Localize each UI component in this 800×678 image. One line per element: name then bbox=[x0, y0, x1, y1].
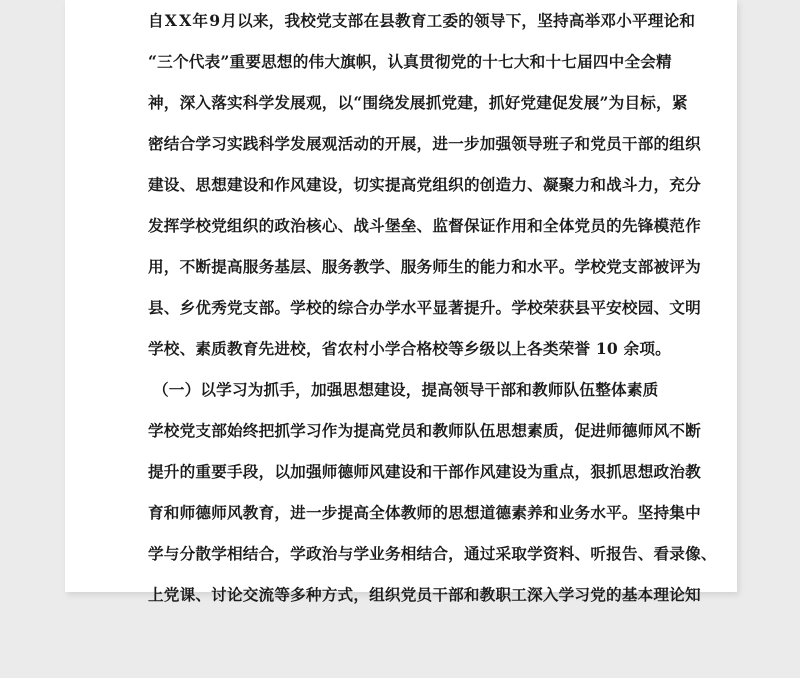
section-heading-line: （一）以学习为抓手，加强思想建设，提高领导干部和教师队伍整体素质 bbox=[153, 380, 659, 399]
body-text-line: 发 挥 学 校 党 组 织 的 政 治 核 心 、 战 斗 堡 垒 、 监 督 保 证 作 用 和 全 体 党 员 的 先 锋 模 范 作 bbox=[148, 216, 701, 235]
body-text-line: 学 校 党 支 部 始 终 把 抓 学 习 作 为 提 高 党 员 和 教 师 队 伍 思 想 素 质 ， 促 进 师 德 师 风 不 断 bbox=[148, 421, 701, 440]
body-text-line: 用 ， 不 断 提 高 服 务 基 层 、 服 务 教 学 、 服 务 师 生 的 能 力 和 水 平 。 学 校 党 支 部 被 评 为 bbox=[148, 257, 701, 276]
body-text-line: 县 、 乡 优 秀 党 支 部 。 学 校 的 综 合 办 学 水 平 显 著 提 升 。 学 校 荣 获 县 平 安 校 园 、 文 明 bbox=[148, 298, 701, 317]
body-text-line: 自 X X 年 9 月 以 来 ， 我 校 党 支 部 在 县 教 育 工 委 的 领 导 下 ， 坚 持 高 举 邓 小 平 理 论 和 bbox=[148, 11, 696, 30]
document-page bbox=[65, 0, 737, 604]
body-text-line: 神 ， 深 入 落 实 科 学 发 展 观 ， 以 “ 围 绕 发 展 抓 党 建 ， 抓 好 党 建 促 发 展 ” 为 目 标 ， 紧 bbox=[148, 93, 688, 112]
body-text-line: 密 结 合 学 习 实 践 科 学 发 展 观 活 动 的 开 展 ， 进 一 步 加 强 领 导 班 子 和 党 员 干 部 的 组 织 bbox=[148, 134, 701, 153]
body-text-line: 建 设 、 思 想 建 设 和 作 风 建 设 ， 切 实 提 高 党 组 织 的 创 造 力 、 凝 聚 力 和 战 斗 力 ， 充 分 bbox=[148, 175, 701, 194]
document-text-column bbox=[148, 0, 717, 615]
body-text-line: 学 与 分 散 学 相 结 合 ， 学 政 治 与 学 业 务 相 结 合 ， 通 过 采 取 学 资 料 、 听 报 告 、 看 录 像 、 bbox=[148, 544, 717, 563]
body-text-line: 上党课、讨论交流等多种方式，组织党员干部和教职工深入学习党的基本理论知 bbox=[148, 585, 701, 604]
body-text-line: 学校、素质教育先进校，省农村小学合格校等乡级以上各类荣誉 10 余项。 bbox=[148, 339, 671, 358]
body-text-line: 育 和 师 德 师 风 教 育 ， 进 一 步 提 高 全 体 教 师 的 思 想 道 德 素 养 和 业 务 水 平 。 坚 持 集 中 bbox=[148, 503, 701, 522]
body-text-line: “ 三 个 代 表 ” 重 要 思 想 的 伟 大 旗 帜 ， 认 真 贯 彻 党 的 十 七 大 和 十 七 届 四 中 全 会 精 bbox=[148, 52, 672, 71]
body-text-line: 提 升 的 重 要 手 段 ， 以 加 强 师 德 师 风 建 设 和 干 部 作 风 建 设 为 重 点 ， 狠 抓 思 想 政 治 教 bbox=[148, 462, 701, 481]
